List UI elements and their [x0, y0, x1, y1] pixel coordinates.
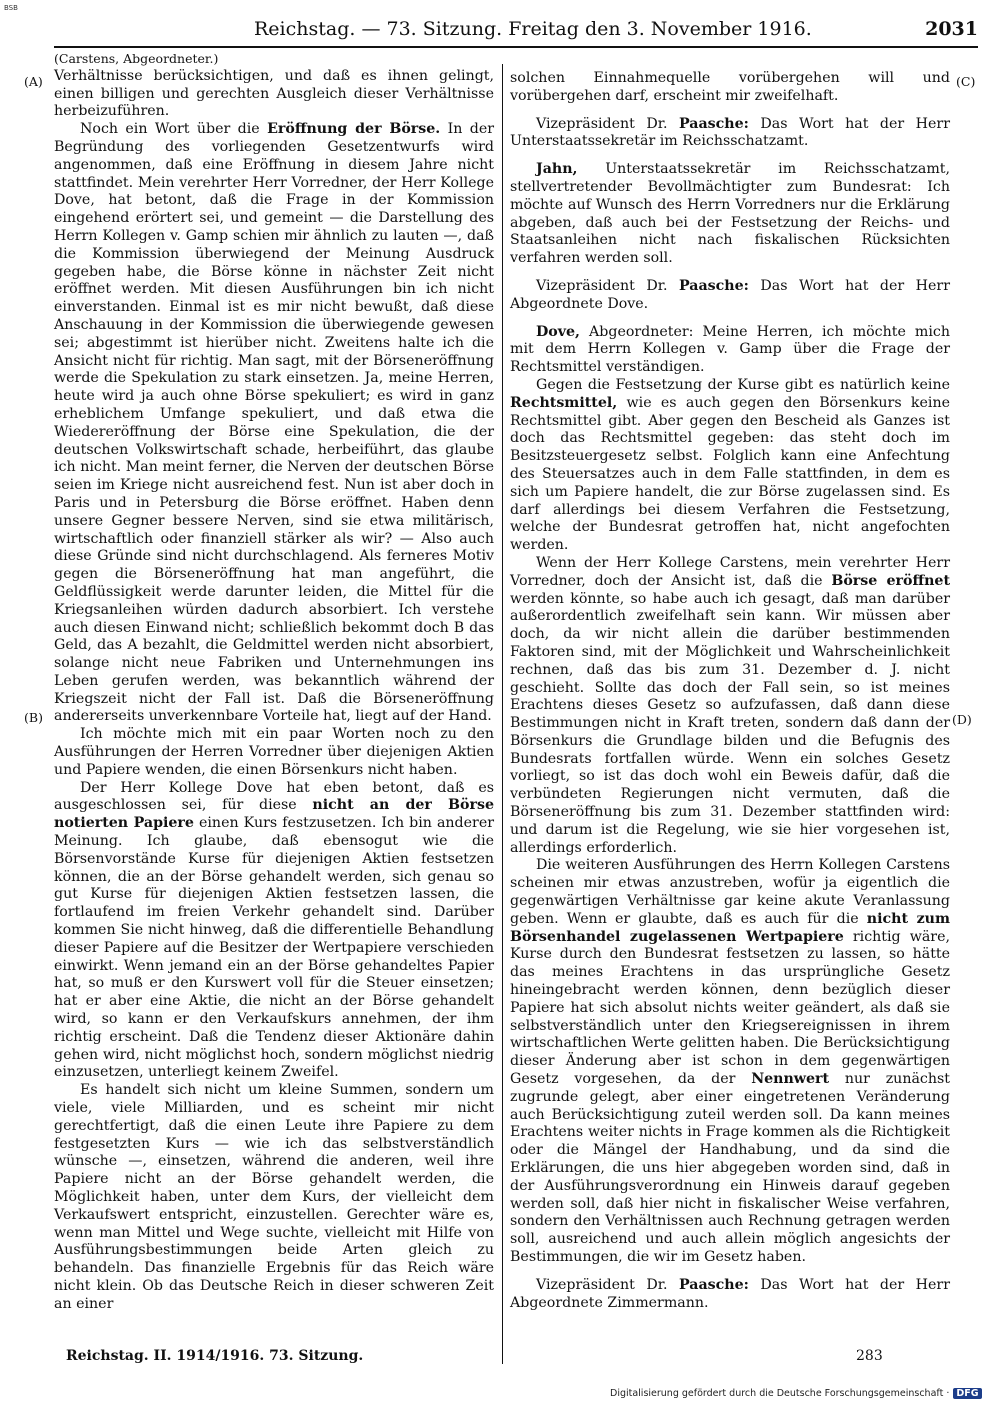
column-separator	[502, 64, 503, 1364]
header-rule	[54, 46, 978, 48]
paragraph: Wenn der Herr Kollege Carstens, mein verehrter Herr Vorredner, doch der Ansicht ist, daß die Börse eröffnet werden könnte, so habe auch ich gesagt, daß man darüber außerordentlich zweifelhaft sein kann. Wir müssen aber doch, da wir nicht allein die darüber bestimmenden Faktoren sind, mit der Möglichkeit und Wahrscheinlichkeit rechnen, daß das bis zum 31. Dezember d. J. nicht geschieht. Sollte das doch der Fall sein, so ist meines Erachtens dieses Gesetz so aufzufassen, daß dann diese Bestimmungen nicht in Kraft treten, sondern daß dann der Börsenkurs die Grundlage bilden und die Befugnis des Bundesrats fortfallen würde. Wenn ein solches Gesetz vorliegt, so ist das doch wohl ein Beweis dafür, daß die verbündeten Regierungen nicht vermuten, daß die Börseneröffnung bis zum 31. Dezember stattfinden wird: und darum ist die Regelung, wie sie hier vorgesehen ist, allerdings erforderlich.	[510, 554, 951, 856]
paragraph: solchen Einnahmequelle vorübergehen will und vorübergehen darf, erscheint mir zweifelhaft.	[510, 70, 950, 104]
page-number: 2031	[925, 18, 978, 40]
dfg-logo: DFG	[953, 1388, 981, 1399]
paragraph: Ich möchte mich mit ein paar Worten noch zu den Ausführungen der Herren Vorredner über diejenigen Aktien und Papiere wenden, die einen Börsenkurs nicht haben.	[54, 726, 494, 778]
margin-marker-b: (B)	[24, 710, 43, 725]
paragraph: Die weiteren Ausführungen des Herrn Kollegen Carstens scheinen mir etwas anzustreben, wofür ja eigentlich die gegenwärtigen Verhältnisse gar keine akute Veranlassung geben. Wenn er glaubte, daß es auch für die nicht zum Börsenhandel zugelassenen Wertpapiere richtig wäre, Kurse durch den Bundesrat festsetzen zu lassen, so hätte das meines Erachtens in das ursprüngliche Gesetz hineingebracht werden können, denn bezüglich dieser Papiere hat sich absolut nichts weiter geändert, als daß sie selbstverständlich unter den Kriegsereignissen in ihrem wirtschaftlichen Werte gelitten haben. Die Berücksichtigung dieser Änderung aber ist schon in dem gegenwärtigen Gesetz vorgesehen, da der Nennwert nur zunächst zugrunde gelegt, aber einer eingetretenen Veränderung auch Berücksichtigung zuteil werden soll. Da kann meines Erachtens weiter nichts in Frage kommen als die Richtigkeit oder die Mängel der Handhabung, und da sind die Erklärungen, die uns hier abgegeben worden sind, daß in der Ausführungsverordnung ein Hinweis darauf gegeben werden soll, daß hier nicht in fiskalischer Weise verfahren, sondern den Verhältnissen auch Rechnung getragen werden soll, ausreichend und auch allein möglich angesichts der Bestimmungen, die wir im Gesetz haben.	[510, 857, 950, 1265]
paragraph: Noch ein Wort über die Eröffnung der Börse. In der Begründung des vorliegenden Gesetzentwurfs wird angenommen, daß eine Eröffnung in diesem Jahre nicht stattfindet. Mein verehrter Herr Vorredner, der Herr Kollege Dove, hat betont, daß die Frage in der Kommission eingehend erörtert sei, und gemeint — die Darstellung des Herrn Kollegen v. Gamp schien mir ähnlich zu lauten —, daß die Kommission überwiegend der Meinung Ausdruck gegeben habe, die Börse könne in nächster Zeit nicht eröffnet werden. Mit diesen Ausführungen bin ich nicht einverstanden. Einmal ist es mir nicht bewußt, daß diese Anschauung in der Kommission die überwiegende gewesen sei; abgestimmt ist hierüber nicht. Zweitens halte ich die Ansicht nicht für richtig. Man sagt, mit der Börseneröffnung werde die Spekulation zu stark einsetzen. Ja, meine Herren, heute wird ja auch ohne Börse spekuliert; es wird in ganz erheblichem Umfange spekuliert, und daß etwa die Wiedereröffnung der Börse eine Spekulation, die der deutschen Volkswirtschaft schade, herbeiführt, das glaube ich nicht. Man meint ferner, die Nerven der deutschen Börse seien im Kriege nicht ausreichend fest. Nun ist aber doch in Paris und in Petersburg die Börse eröffnet. Haben denn unsere Gegner bessere Nerven, sind sie etwa militärisch, wirtschaftlich oder finanziell stärker als wir? — Also auch diese Gründe sind nicht durchschlagend. Als ferneres Motiv gegen die Börseneröffnung hat man angeführt, die Geldflüssigkeit werde darunter leiden, die Mittel für die Kriegsanleihen würden dadurch absorbiert. Ich verstehe auch diesen Einwand nicht; schließlich bekommt doch B das Geld, das A bezahlt, die Geldmittel werden nicht absorbiert, solange nicht neue Fabriken und Unternehmungen ins Leben gerufen werden, was bekanntlich während der Kriegszeit nicht der Fall ist. Daß die Börseneröffnung andererseits unverkennbare Vorteile hat, liegt auf der Hand.	[54, 121, 495, 725]
speaker-paragraph: Dove, Abgeordneter: Meine Herren, ich möchte mich mit dem Herrn Kollegen v. Gamp über die Frage der Rechtsmittel verständigen.	[510, 323, 950, 376]
page-header	[54, 18, 978, 48]
speaker-name: Paasche:	[678, 1276, 749, 1293]
speaker-paragraph: Vizepräsident Dr. Paasche: Das Wort hat der Herr Abgeordnete Zimmermann.	[510, 1276, 950, 1311]
speaker-paragraph: Vizepräsident Dr. Paasche: Das Wort hat der Herr Abgeordnete Dove.	[510, 277, 950, 312]
speaker-paragraph: Jahn, Unterstaatssekretär im Reichsschatzamt, stellvertretender Bevollmächtigter zum Bundesrat: Ich möchte auf Wunsch des Herrn Vorredners nur die Erklärung abgeben, daß auch bei der Festsetzung der Reichs- und Staatsanleihen nicht nach fiskalischen Rücksichten verfahren werden soll.	[510, 161, 950, 267]
speaker-note: (Carstens, Abgeordneter.)	[54, 51, 219, 66]
paragraph: Der Herr Kollege Dove hat eben betont, daß es ausgeschlossen sei, für diese nicht an der Börse notierten Papiere einen Kurs festzusetzen. Ich bin anderer Meinung. Ich glaube, daß ebensogut wie die Börsenvorstände Kurse für diejenigen Aktien festsetzen können, die an der Börse gehandelt werden, sich genau so gut Kurse für diejenigen Aktien festsetzen lassen, die fortlaufend im freien Verkehr gehandelt sind. Darüber kommen Sie nicht hinweg, daß die differentielle Behandlung dieser Papiere auf die Besitzer der Wertpapiere verschieden einwirkt. Wenn jemand ein an der Börse gehandeltes Papier hat, so muß er den Kurswert voll für die Steuer einsetzen; hat er aber eine Aktie, die nicht an der Börse gehandelt wird, so kann er den Verkaufskurs annehmen, der ihm richtig erscheint. Daß die Tendenz dieser Aktionäre dahin gehen wird, nicht möglichst hoch, sondern möglichst niedrig einzusetzen, unterliegt keinem Zweifel.	[54, 779, 494, 1081]
footer-source: Reichstag. II. 1914/1916. 73. Sitzung.	[66, 1348, 364, 1364]
running-title: Reichstag. — 73. Sitzung. Freitag den 3. November 1916.	[254, 18, 812, 40]
speaker-name: Dove,	[536, 323, 580, 340]
right-column	[510, 70, 950, 1312]
footer-sheet-number: 283	[856, 1348, 883, 1364]
library-stamp: BSB	[4, 4, 18, 12]
left-column	[54, 50, 494, 1314]
margin-marker-a: (A)	[24, 74, 43, 89]
speaker-name: Paasche:	[678, 277, 749, 294]
margin-marker-d: (D)	[952, 712, 972, 727]
credit-text: Digitalisierung gefördert durch die Deutsche Forschungsgemeinschaft ·	[610, 1388, 950, 1399]
paragraph: Es handelt sich nicht um kleine Summen, sondern um viele, viele Milliarden, und es scheint mir nicht gerechtfertigt, daß die einen Leute ihre Papiere zu dem festgesetzten Kurs — wie ich das selbstverständlich wünsche —, einsetzen, während die anderen, weil ihre Papiere nicht an der Börse gehandelt werden, die Möglichkeit haben, unter dem Kurs, der vielleicht dem Verkaufswert entspricht, einzustellen. Gerechter wäre es, wenn man Mittel und Wege suchte, vielleicht mit Hilfe von Ausführungsbestimmungen beide Arten gleich zu behandeln. Das finanzielle Ergebnis für das Reich wäre nicht klein. Ob das Deutsche Reich in dieser schweren Zeit an einer	[54, 1082, 494, 1312]
paragraph: Verhältnisse berücksichtigen, und daß es ihnen gelingt, einen billigen und gerechten Ausgleich dieser Verhältnisse herbeizuführen.	[54, 67, 494, 120]
funding-credit	[610, 1388, 982, 1399]
speaker-paragraph: Vizepräsident Dr. Paasche: Das Wort hat der Herr Unterstaatssekretär im Reichsschatzamt.	[510, 115, 950, 150]
paragraph: Gegen die Festsetzung der Kurse gibt es natürlich keine Rechtsmittel, wie es auch gegen den Börsenkurs keine Rechtsmittel gibt. Aber gegen den Bescheid als Ganzes ist doch das Rechtsmittel gegeben: das steht doch im Besitzsteuergesetz selbst. Folglich kann eine Anfechtung des Steuersatzes auch in dem Falle stattfinden, in dem es sich um Papiere handelt, die zur Börse zugelassen sind. Es darf allerdings bei diesem Verfahren die Festsetzung, welche der Bundesrat getroffen hat, nicht angefochten werden.	[510, 376, 950, 554]
margin-marker-c: (C)	[956, 74, 976, 89]
speaker-name: Paasche:	[678, 115, 749, 132]
speaker-name: Jahn,	[536, 161, 578, 178]
